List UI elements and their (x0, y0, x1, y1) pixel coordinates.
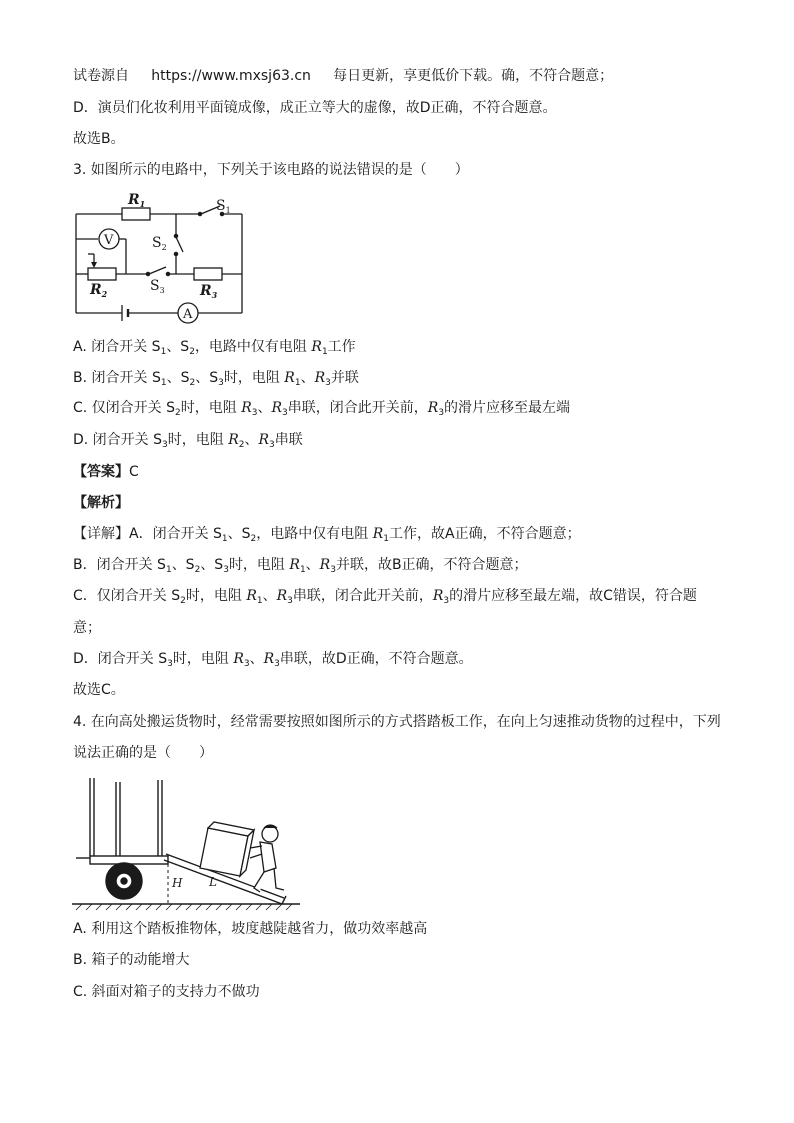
detail-d: D．闭合开关 $S_3$时，电阻 $R_3$、$R_3$串联，故D正确，不符合题意。 (73, 651, 473, 669)
q3-option-d: D. 闭合开关 $S_3$时，电阻 $R_2$、$R_3$串联 (73, 432, 303, 450)
q3-choose: 故选C。 (73, 682, 125, 698)
q3-option-a: A. 闭合开关 $S_1$、$S_2$，电路中仅有电阻 $R_1$工作 (73, 339, 356, 357)
answer-label: 【答案】 (73, 464, 129, 480)
q4-stem-1: 4. 在向高处搬运货物时，经常需要按照如图所示的方式搭踏板工作，在向上匀速推动货物的过程中，下列 (73, 714, 721, 730)
answer-value: C (129, 464, 139, 480)
label-h: H (172, 876, 183, 890)
source-header (73, 66, 613, 86)
ammeter-label: A (183, 307, 193, 322)
q4-option-b: B. 箱子的动能增大 (73, 952, 190, 968)
q3-option-c: C. 仅闭合开关 $S_2$时，电阻 $R_3$、$R_3$串联，闭合此开关前，$R_3$的滑片应移至最左端 (73, 400, 571, 418)
label-s1: $S_1$ (216, 198, 231, 215)
resistor-r3 (194, 268, 222, 280)
label-r1: $R_1$ (128, 192, 146, 209)
analysis-label: 【解析】 (73, 495, 129, 511)
circuit-diagram (70, 192, 250, 324)
switch-s3 (149, 267, 166, 274)
label-r3: $R_3$ (200, 283, 218, 300)
switch-s2 (176, 237, 183, 252)
ramp-figure (72, 776, 302, 912)
q3-stem: 3. 如图所示的电路中，下列关于该电路的说法错误的是（ ） (73, 162, 469, 178)
source-tagline: 每日更新，享更低价下载。确，不符合题意； (333, 68, 614, 84)
q3-option-b: B. 闭合开关 $S_1$、$S_2$、$S_3$时，电阻 $R_1$、$R_3$并联 (73, 370, 359, 388)
label-s3: $S_3$ (150, 278, 165, 295)
label-r2: $R_2$ (90, 282, 108, 299)
detail-b: B．闭合开关 $S_1$、$S_2$、$S_3$时，电阻 $R_1$、$R_3$并联，故B正确，不符合题意； (73, 557, 528, 575)
detail-a: 【详解】A．闭合开关 $S_1$、$S_2$，电路中仅有电阻 $R_1$工作，故A正确，不符合题意； (73, 526, 581, 544)
prev-option-d: D．演员们化妆利用平面镜成像，成正立等大的虚像，故D正确，不符合题意。 (73, 100, 557, 116)
source-url[interactable]: https://www.mxsj63.cn (151, 68, 311, 84)
truck-bed (90, 856, 168, 864)
prev-choose: 故选B。 (73, 131, 125, 147)
worker-figure (250, 825, 284, 892)
resistor-r1 (122, 208, 150, 220)
q3-answer (73, 462, 139, 482)
q4-option-c: C. 斜面对箱子的支持力不做功 (73, 984, 260, 1000)
label-s2: $S_2$ (152, 235, 167, 252)
detail-c-wrap: 意； (73, 620, 101, 636)
voltmeter-label: V (104, 233, 114, 248)
source-label: 试卷源自 (73, 68, 129, 84)
detail-c: C．仅闭合开关 $S_2$时，电阻 $R_1$、$R_3$串联，闭合此开关前，$R_3$的滑片应移至最左端，故C错误，符合题 (73, 588, 697, 606)
q4-stem-2: 说法正确的是（ ） (73, 745, 213, 761)
rheostat-r2 (88, 268, 116, 280)
label-l: L (209, 875, 217, 889)
q4-option-a: A. 利用这个踏板推物体，坡度越陡越省力，做功效率越高 (73, 921, 428, 937)
